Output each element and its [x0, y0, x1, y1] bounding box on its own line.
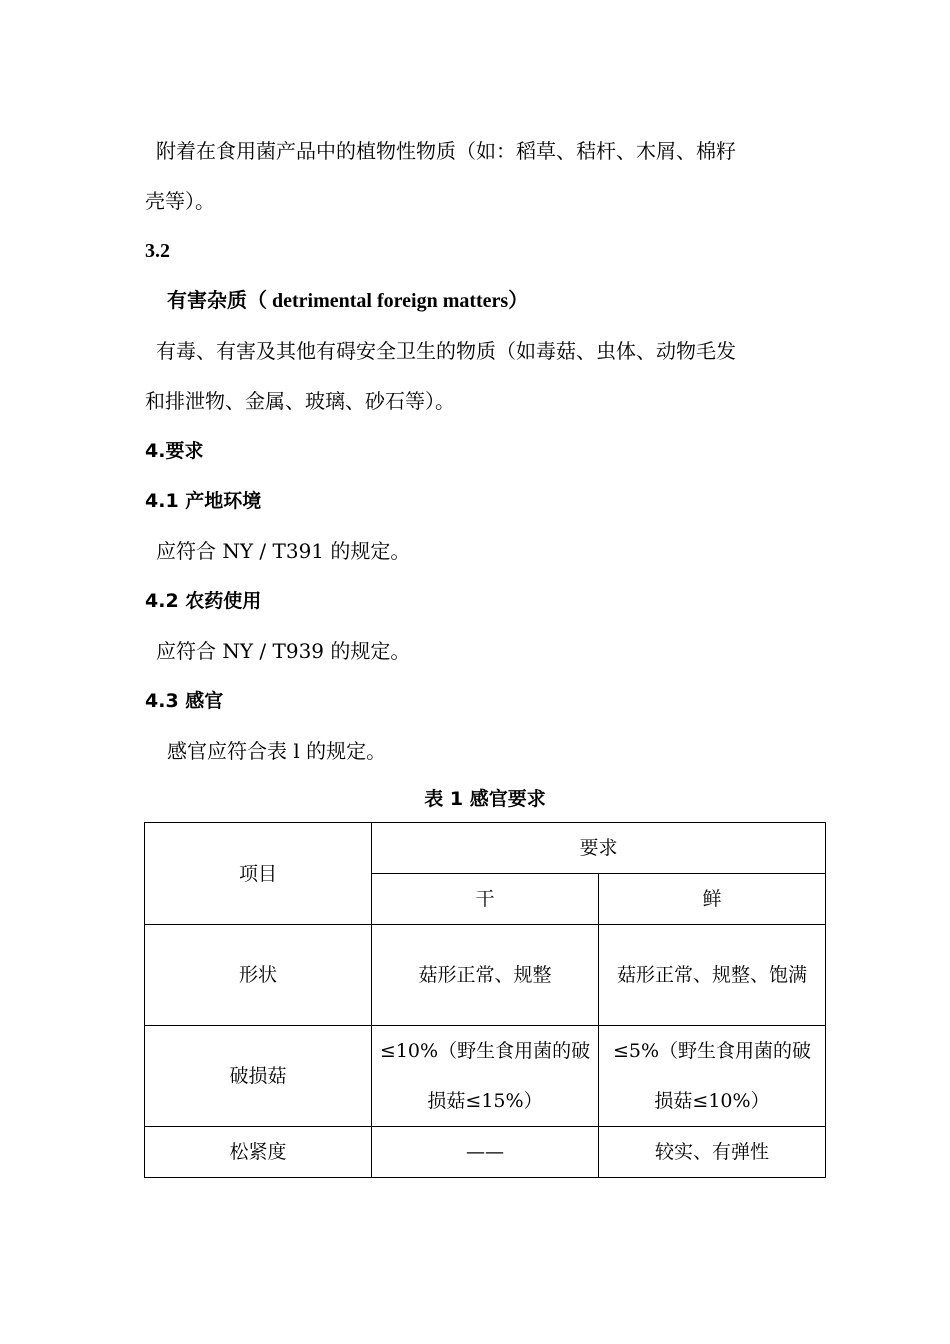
row-fresh-cell: ≤5%（野生食用菌的破损菇≤10%）	[599, 1026, 826, 1127]
paragraph-line: 附着在食用菌产品中的植物性物质（如：稻草、秸杆、木屑、棉籽	[156, 139, 736, 163]
paragraph-line: 应符合 NY / T939 的规定。	[156, 639, 411, 663]
header-item-cell: 项目	[145, 823, 372, 925]
row-fresh-cell: 菇形正常、规整、饱满	[599, 925, 826, 1026]
row-dry-cell: 菇形正常、规整	[372, 925, 599, 1026]
paragraph-line: 有毒、有害及其他有碍安全卫生的物质（如毒菇、虫体、动物毛发	[156, 339, 736, 363]
table-caption: 表 1 感官要求	[424, 788, 546, 810]
paragraph-line: 和排泄物、金属、玻璃、砂石等）。	[145, 389, 455, 413]
table-row	[145, 925, 826, 1026]
paragraph-line: 感官应符合表 l 的规定。	[167, 739, 387, 763]
paragraph-line: 壳等）。	[145, 189, 215, 213]
paragraph-line: 应符合 NY / T391 的规定。	[156, 539, 411, 563]
table-header-row	[145, 823, 826, 874]
section-title: 4.3 感官	[145, 690, 224, 712]
header-dry-cell: 干	[372, 874, 599, 925]
section-title: 4.1 产地环境	[145, 490, 262, 512]
sensory-requirements-table	[144, 822, 826, 1178]
table-row	[145, 1026, 826, 1127]
row-item-cell: 破损菇	[145, 1026, 372, 1127]
section-title: 4.要求	[145, 440, 204, 462]
row-item-cell: 形状	[145, 925, 372, 1026]
table-row	[145, 1127, 826, 1178]
row-fresh-cell: 较实、有弹性	[599, 1127, 826, 1178]
row-item-cell: 松紧度	[145, 1127, 372, 1178]
section-title: 有害杂质（ detrimental foreign matters）	[167, 290, 529, 312]
row-dry-cell: ≤10%（野生食用菌的破损菇≤15%）	[372, 1026, 599, 1127]
header-requirement-cell: 要求	[372, 823, 826, 874]
section-number: 3.2	[145, 240, 170, 262]
section-title: 4.2 农药使用	[145, 590, 262, 612]
header-fresh-cell: 鲜	[599, 874, 826, 925]
row-dry-cell: ——	[372, 1127, 599, 1178]
